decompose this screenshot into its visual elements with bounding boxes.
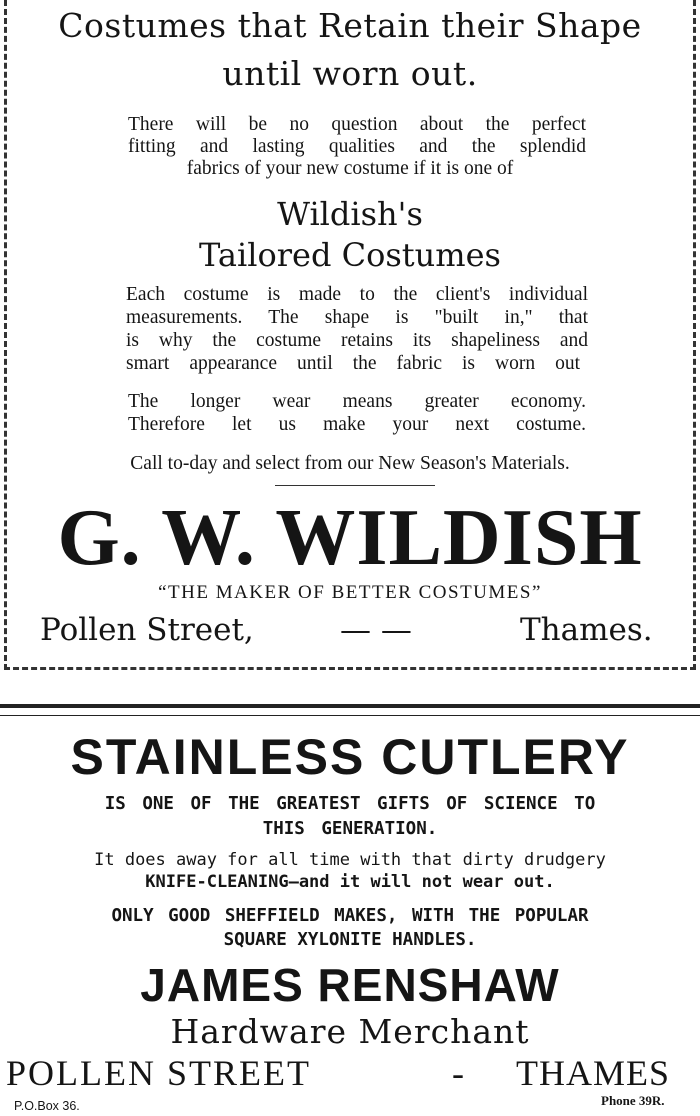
renshaw-body-line-4: SQUARE XYLONITE HANDLES.	[223, 930, 477, 950]
wildish-address-street: Pollen Street,	[40, 612, 254, 648]
wildish-address-town: Thames.	[520, 612, 653, 648]
renshaw-headline: STAINLESS CUTLERY	[70, 729, 630, 785]
renshaw-body-line-3: ONLY GOOD SHEFFIELD MAKES, WITH THE POPULAR	[111, 906, 589, 926]
wildish-brand-line-1: Wildish's	[277, 195, 423, 233]
wildish-para-1-line-3: fabrics of your new costume if it is one of	[186, 158, 514, 179]
wildish-para-2-line-1: Each costume is made to the client's individual	[126, 284, 588, 305]
wildish-headline-line-2: until worn out.	[222, 54, 478, 93]
wildish-para-3-line-2: Therefore let us make your next costume.	[128, 414, 586, 435]
wildish-brand-line-2: Tailored Costumes	[199, 236, 501, 274]
wildish-address-dashes: — —	[340, 612, 412, 648]
renshaw-body-line-1: It does away for all time with that dirty drudgery	[94, 850, 606, 870]
renshaw-body-line-2: KNIFE-CLEANING—and it will not wear out.	[145, 872, 555, 892]
renshaw-merchant-title: Hardware Merchant	[170, 1012, 530, 1051]
renshaw-dash: -	[452, 1053, 464, 1093]
advert-separator-thick	[0, 704, 700, 708]
wildish-call-to-action: Call to-day and select from our New Season's Materials.	[130, 453, 570, 474]
renshaw-po-box: P.O.Box 36.	[14, 1099, 80, 1113]
wildish-para-3-line-1: The longer wear means greater economy.	[128, 391, 586, 412]
wildish-para-2-line-3: is why the costume retains its shapeliness and	[126, 330, 588, 351]
renshaw-street: POLLEN STREET	[6, 1053, 311, 1093]
wildish-slogan: “THE MAKER OF BETTER COSTUMES”	[158, 582, 542, 603]
wildish-divider	[275, 485, 435, 486]
renshaw-sub-line-2: THIS GENERATION.	[262, 819, 438, 839]
wildish-para-1-line-2: fitting and lasting qualities and the splendid	[128, 136, 586, 157]
renshaw-town: THAMES	[516, 1053, 671, 1093]
renshaw-sub-line-1: IS ONE OF THE GREATEST GIFTS OF SCIENCE TO	[104, 794, 596, 814]
wildish-company-name: G. W. WILDISH	[57, 494, 643, 582]
advert-separator-thin	[0, 715, 700, 716]
wildish-para-1-line-1: There will be no question about the perfect	[128, 114, 586, 135]
wildish-para-2-line-2: measurements. The shape is "built in," that	[126, 307, 588, 328]
wildish-headline-line-1: Costumes that Retain their Shape	[58, 6, 642, 45]
renshaw-phone: Phone 39R.	[601, 1093, 665, 1108]
renshaw-merchant-name: JAMES RENSHAW	[140, 959, 560, 1011]
wildish-para-2-line-4: smart appearance until the fabric is worn out	[126, 353, 580, 374]
